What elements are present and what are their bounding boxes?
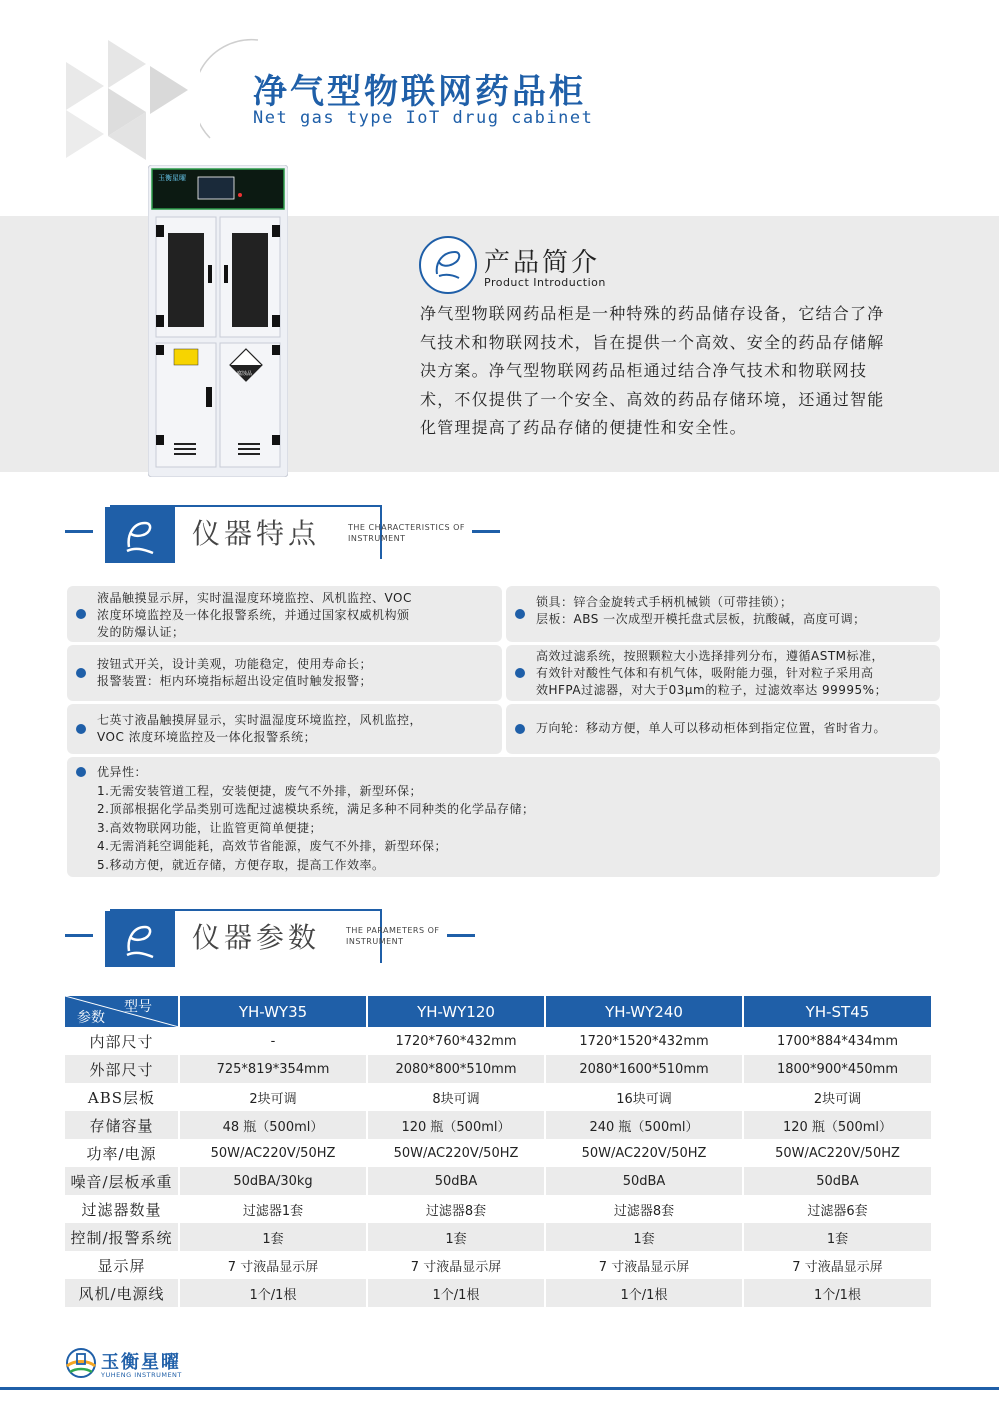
table-cell: 50dBA (367, 1167, 545, 1195)
table-cell: 50dBA (743, 1167, 932, 1195)
params-table (65, 996, 933, 1307)
table-cell: 1800*900*450mm (743, 1055, 932, 1083)
table-cell: 240 瓶（500ml） (545, 1111, 743, 1139)
params-section-icon (105, 911, 175, 967)
table-cell: 50dBA (545, 1167, 743, 1195)
table-cell: 50dBA/30kg (179, 1167, 367, 1195)
table-cell: 过滤器6套 (743, 1195, 932, 1223)
row-label: 存储容量 (65, 1111, 179, 1139)
feature-text: 万向轮：移动方便，单人可以移动柜体到指定位置，省时省力。 (536, 721, 887, 735)
bullet-icon (515, 668, 525, 678)
model-header: YH-ST45 (743, 996, 932, 1027)
table-row (65, 1167, 932, 1195)
feature-text: 液晶触摸显示屏，实时温湿度环境监控、风机监控、VOC 浓度环境监控及一体化报警系统，并通过国家权威机构颁 发的防爆认证； (97, 591, 412, 639)
table-row (65, 1111, 932, 1139)
feature-text: 按钮式开关，设计美观，功能稳定，使用寿命长； 报警装置：柜内环境指标超出设定值时触发报警； (97, 657, 373, 688)
table-cell: 7 寸液晶显示屏 (545, 1251, 743, 1279)
bullet-icon (76, 609, 86, 619)
intro-body: 净气型物联网药品柜是一种特殊的药品储存设备，它结合了净气技术和物联网技术，旨在提供一个高效、安全的药品存储解决方案。净气型物联网药品柜通过结合净气技术和物联网技术，不仅提供了一个安全、高效的药品存储环境，还通过智能化管理提高了药品存储的便捷性和安全性。 (420, 304, 885, 437)
table-cell: 1套 (179, 1223, 367, 1251)
table-cell: 120 瓶（500ml） (743, 1111, 932, 1139)
table-cell: 50W/AC220V/50HZ (367, 1139, 545, 1167)
table-row (65, 1195, 932, 1223)
params-section-title: 仪器参数 (192, 921, 321, 954)
model-header: YH-WY120 (367, 996, 545, 1027)
corner-model-label: 型号 (124, 999, 152, 1015)
table-cell: 50W/AC220V/50HZ (545, 1139, 743, 1167)
table-cell: 7 寸液晶显示屏 (367, 1251, 545, 1279)
row-label: 显示屏 (65, 1251, 179, 1279)
table-cell: 1720*1520*432mm (545, 1027, 743, 1055)
row-label: 控制/报警系统 (65, 1223, 179, 1251)
row-label: 功率/电源 (65, 1139, 179, 1167)
advantages-text: 优异性： 1.无需安装管道工程，安装便捷，废气不外排，新型环保； 2.顶部根据化学品类别可选配过滤模块系统，满足多种不同种类的化学品存储； 3.高效物联网功能，让监管更简单便捷； 4.无需消耗空调能耗，高效节省能源，废气不外排，新型环保； 5.移动方便，就近存储，方便存取，提高工作效率。 (97, 765, 535, 872)
params-section-en-line1: THE PARAMETERS OF (346, 926, 440, 935)
table-header-row (65, 996, 932, 1027)
feature-text: 高效过滤系统，按照颗粒大小选择排列分布，遵循ASTM标准， 有效针对酸性气体和有机气体，吸附能力强，针对粒子采用高 效HFPA过滤器，对大于03μm的粒子，过滤效率达 99995%； (536, 649, 888, 697)
table-row (65, 1083, 932, 1111)
company-logo-subtext: YUHENG INSTRUMENT (101, 1371, 182, 1379)
table-cell: 7 寸液晶显示屏 (179, 1251, 367, 1279)
bullet-icon (76, 767, 86, 777)
cabinet-warning-label: 腐蚀品 (237, 371, 253, 377)
features-section-icon (105, 507, 175, 563)
table-cell: 48 瓶（500ml） (179, 1111, 367, 1139)
table-row (65, 1139, 932, 1167)
table-cell: 1700*884*434mm (743, 1027, 932, 1055)
row-label: 外部尺寸 (65, 1055, 179, 1083)
table-row (65, 1027, 932, 1055)
row-label: 过滤器数量 (65, 1195, 179, 1223)
table-cell: 1套 (545, 1223, 743, 1251)
page-subtitle: Net gas type IoT drug cabinet (253, 108, 594, 128)
table-cell: 50W/AC220V/50HZ (743, 1139, 932, 1167)
cabinet-brand-label: 玉衡星曜 (158, 174, 186, 182)
table-cell: - (179, 1027, 367, 1055)
row-label: ABS层板 (65, 1083, 179, 1111)
row-label: 噪音/层板承重 (65, 1167, 179, 1195)
table-row (65, 1251, 932, 1279)
table-cell: 1720*760*432mm (367, 1027, 545, 1055)
model-header: YH-WY35 (179, 996, 367, 1027)
intro-subtitle: Product Introduction (484, 276, 606, 289)
features-section-en (348, 522, 465, 544)
table-cell: 2块可调 (179, 1083, 367, 1111)
table-row (65, 1055, 932, 1083)
footer-line (0, 1387, 999, 1390)
table-cell: 2块可调 (743, 1083, 932, 1111)
corner-param-label: 参数 (77, 1010, 105, 1026)
table-cell: 50W/AC220V/50HZ (179, 1139, 367, 1167)
bullet-icon (515, 724, 525, 734)
params-section-en (346, 925, 439, 947)
row-label: 内部尺寸 (65, 1027, 179, 1055)
table-cell: 1个/1根 (367, 1279, 545, 1307)
bullet-icon (76, 668, 86, 678)
table-cell: 1套 (743, 1223, 932, 1251)
model-header: YH-WY240 (545, 996, 743, 1027)
features-section-title: 仪器特点 (192, 517, 321, 550)
table-cell: 1个/1根 (545, 1279, 743, 1307)
features-section-en-line1: THE CHARACTERISTICS OF (348, 523, 466, 532)
intro-logo-icon (419, 236, 477, 294)
table-cell: 725*819*354mm (179, 1055, 367, 1083)
table-cell: 1个/1根 (743, 1279, 932, 1307)
table-cell: 2080*1600*510mm (545, 1055, 743, 1083)
table-cell: 2080*800*510mm (367, 1055, 545, 1083)
table-row (65, 1279, 932, 1307)
bullet-icon (76, 724, 86, 734)
bullet-icon (515, 609, 525, 619)
table-cell: 8块可调 (367, 1083, 545, 1111)
page-title: 净气型物联网药品柜 (253, 72, 586, 112)
params-section-en-line2: INSTRUMENT (346, 937, 404, 946)
feature-text: 七英寸液晶触摸屏显示，实时温湿度环境监控，风机监控， VOC 浓度环境监控及一体化报警系统； (97, 713, 423, 744)
company-logo-icon (64, 1346, 98, 1380)
table-cell: 1套 (367, 1223, 545, 1251)
intro-title: 产品简介 (484, 248, 601, 278)
header-arc (200, 38, 260, 158)
table-row (65, 1223, 932, 1251)
cabinet-illustration (148, 165, 288, 477)
table-cell: 16块可调 (545, 1083, 743, 1111)
features-section-en-line2: INSTRUMENT (348, 534, 406, 543)
table-cell: 过滤器8套 (367, 1195, 545, 1223)
table-cell: 1个/1根 (179, 1279, 367, 1307)
table-cell: 过滤器8套 (545, 1195, 743, 1223)
row-label: 风机/电源线 (65, 1279, 179, 1307)
table-corner-cell (65, 996, 179, 1027)
company-logo-text: 玉衡星曜 (101, 1352, 181, 1373)
table-cell: 过滤器1套 (179, 1195, 367, 1223)
table-cell: 120 瓶（500ml） (367, 1111, 545, 1139)
table-cell: 7 寸液晶显示屏 (743, 1251, 932, 1279)
feature-text: 锁具：锌合金旋转式手柄机械锁（可带挂锁）； 层板：ABS 一次成型开模托盘式层板，抗酸碱，高度可调； (536, 595, 866, 626)
